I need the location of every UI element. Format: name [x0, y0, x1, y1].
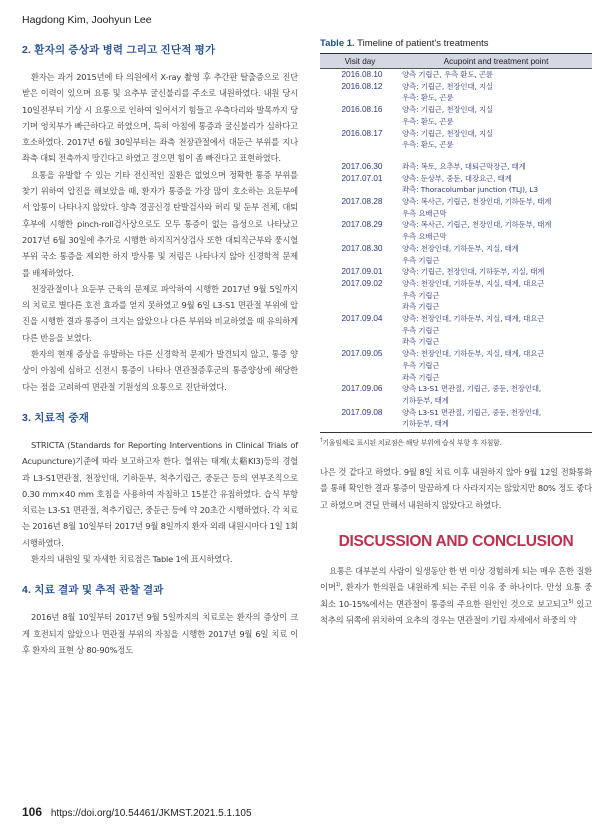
page-footer — [22, 805, 252, 819]
treatment-points — [400, 173, 592, 196]
table-row — [320, 69, 592, 81]
running-head: Hagdong Kim, Joohyun Lee — [22, 14, 152, 26]
treatment-line: 양측: 복사근, 기립근, 천장인대, 기하둔부, 태계 — [402, 220, 552, 230]
treatment-points — [400, 128, 592, 151]
section-2-body — [22, 69, 298, 395]
table-row — [320, 383, 592, 406]
table-title: Timeline of patient's treatments — [357, 38, 489, 49]
treatment-line: 우측: 환도, 곤륜 — [402, 140, 454, 150]
left-column — [22, 38, 298, 658]
treatment-line: 양측: 천장인대, 기하둔부, 지실, 태계, 대요근 — [402, 278, 545, 288]
footnote-text: 기울임체로 표시된 치료점은 해당 부위에 습식 부항 후 자침함. — [322, 439, 502, 448]
visit-date: 2016.08.12 — [341, 81, 383, 91]
visit-date: 2017.08.30 — [341, 243, 383, 253]
section-4-title: 4. 치료 결과 및 추적 관찰 결과 — [22, 584, 164, 597]
visit-date: 2017.09.06 — [341, 384, 383, 394]
treatment-line: 우측: 환도, 곤륜 — [402, 116, 454, 126]
treatment-line: 우측 요배근막 — [402, 208, 447, 218]
visit-date: 2017.09.04 — [341, 314, 383, 324]
treatment-points — [400, 219, 592, 242]
paragraph: 요통을 유발할 수 있는 기타 전신적인 질환은 없었으며 정확한 통증 부위를 찾기 위하여 압진을 해보았을 때, 환자가 통증을 가장 많이 호소하는 요둔부에서 압통이 나타나지 않았다. 양측 경골신경 탄발검사와 허리 및 둔부 전체, 대퇴 후부에 시행한 pinch-roll검사상으로도 모두 통증이 없는 음성으로 나타났고 2017년 6월 30일에 추가로 시행한 하지직거상검사 또한 대퇴직근부와 풍시혈 부위 국소 통증을 제외한 하지 방사통 및 저림은 나타나지 않아 신경학적 문제를 배제하였다. — [22, 169, 298, 278]
treatment-points — [400, 266, 592, 278]
treatment-line: 양측 기립근, 우측 환도, 곤륜 — [402, 70, 493, 79]
continuation-text — [320, 464, 592, 513]
treatment-line: 양측: 기립근, 천장인대, 지실 — [402, 105, 494, 115]
table-row — [320, 173, 592, 196]
visit-date: 2017.08.28 — [341, 197, 383, 207]
timeline-table — [320, 53, 592, 433]
treatment-points — [400, 81, 592, 104]
treatment-points — [400, 348, 592, 383]
visit-date: 2017.09.01 — [341, 267, 383, 277]
treatment-line: 기하둔부, 태계 — [402, 419, 449, 429]
treatment-line: 우측 기립근 — [402, 325, 440, 335]
section-2-title: 2. 환자의 증상과 병력 그리고 진단적 평가 — [22, 44, 216, 56]
treatment-line: 양측: 둔상부, 중둔, 대장요근, 태계 — [402, 173, 512, 183]
treatment-line: 양측: 천장인대, 기하둔부, 지실, 태계, 대요근 — [402, 349, 545, 359]
section-4-body — [22, 609, 298, 658]
treatment-points — [400, 69, 592, 81]
treatment-line: 기하둔부, 태계 — [402, 395, 449, 405]
citation: 1) — [335, 582, 341, 589]
visit-date: 2017.08.29 — [341, 220, 383, 230]
treatment-line: 좌측: 복토, 요추부, 대퇴근막장근, 태계 — [402, 161, 526, 171]
table-row — [320, 151, 592, 173]
visit-date: 2017.09.02 — [341, 278, 383, 288]
treatment-line: 양측: 기립근, 천장인대, 기하둔부, 지실, 태계 — [402, 267, 545, 277]
page-number: 106 — [22, 805, 43, 819]
table-row — [320, 219, 592, 242]
table-row — [320, 313, 592, 348]
treatment-points — [400, 196, 592, 219]
table-row — [320, 266, 592, 278]
table-row — [320, 243, 592, 266]
treatment-line: 우측 요배근막 — [402, 232, 447, 242]
section-3-title: 3. 치료적 중재 — [22, 411, 90, 424]
treatment-points — [400, 243, 592, 266]
treatment-points — [400, 151, 592, 173]
treatment-line: 우측: 환도, 곤륜 — [402, 93, 454, 103]
visit-date: 2017.09.05 — [341, 349, 383, 359]
treatment-points — [400, 278, 592, 313]
paragraph — [320, 563, 592, 628]
right-column — [320, 38, 592, 628]
paragraph: 환자는 과거 2015년에 타 의원에서 X-ray 촬영 후 추간판 탈출증으로 진단받은 이력이 있으며 요통 및 요추부 굴신불리를 주소로 내원하였다. 내원 당시 10일전부터 기상 시 요통으로 인하여 일어서기 힘들고 우측다리와 발목까지 당기며 엉치부가 빠근하다고 하였으며, 특히 아침에 통증과 굴신불리가 심하다고 호소하였다. 2017년 6월 30일부터는 좌측 천장관절에서 대둔근 부위를 지나 좌측 대퇴 전측까지 땅긴다고 하였고 걸으면 힘이 좀 빠진다고 표현하였다. — [22, 72, 298, 164]
table-caption — [320, 38, 592, 49]
treatment-line: 양측: 기립근, 천장인대, 지실 — [402, 81, 494, 91]
column-header-visit-day: Visit day — [320, 54, 400, 69]
table-footnote: †기울임체로 표시된 치료점은 해당 부위에 습식 부항 후 자침함. — [320, 437, 502, 448]
treatment-line: 우측 기립근 — [402, 360, 440, 370]
paragraph: 천장관절이나 요둔부 근육의 문제로 파악하여 시행한 2017년 9월 5일까지의 치료로 별다른 호전 효과를 얻지 못하였고 9월 6일 L3-S1 면관절 부위에 압진을 시행한 결과 통증이 크지는 않았으나 다른 부위와 비교하였을 때 유의하게 다른 반응을 보였다. — [22, 283, 298, 343]
treatment-line: 양측 L3-S1 면관절, 기립근, 중둔, 천장인대, — [402, 384, 542, 394]
table-row — [320, 196, 592, 219]
discussion-body — [320, 563, 592, 628]
section-3-body — [22, 437, 298, 567]
paragraph: STRICTA (Standards for Reporting Interventions in Clinical Trials of Acupuncture)기준에 따라 보고하고자 한다. 혈위는 태계(太谿KI3)등의 경혈과 L3-S1면관절, 천장인대, 기하둔부, 척추기립근, 중둔근 등의 연부조직으로 0.30 mm×40 mm 호침을 사용하여 자침하고 15분간 유침하였다. 습식 부항 치료는 L3-S1 면관절, 척추기립근, 중둔근 등에 약 20초간 시행하였다. 각 치료는 2016년 8월 10일부터 2017년 9월 8일까지 환자 외래 내원시마다 1일 1회 시행하였다. — [22, 439, 298, 548]
text-run: , 환자가 한의원을 내원하게 되는 주된 이유 중 하나이다. 만성 요통 중 최소 10-15%에서는 면관절이 통증의 주요한 원인인 것으로 보고되고 — [320, 582, 592, 609]
table-row — [320, 81, 592, 104]
treatment-points — [400, 383, 592, 406]
text-run: 있고 척추의 뒤쪽에 위치하여 요추의 경우는 면관절이 기립 자세에서 하중의 약 — [320, 598, 592, 625]
treatment-line: 좌측 기립근 — [402, 302, 440, 312]
table-label: Table 1. — [320, 38, 355, 49]
visit-date: 2016.08.10 — [341, 70, 383, 79]
discussion-heading: DISCUSSION AND CONCLUSION — [338, 532, 574, 550]
treatment-line: 양측: 복사근, 기립근, 천장인대, 기하둔부, 태계 — [402, 197, 552, 207]
treatment-line: 우측 기립근 — [402, 290, 440, 300]
treatment-line: 양측: 천장인대, 기하둔부, 지실, 태계 — [402, 243, 519, 253]
visit-date: 2017.07.01 — [341, 173, 383, 183]
paragraph: 나은 것 같다고 하였다. 9월 8일 치료 이후 내원하지 않아 9월 12일 전화통화를 통해 확인한 결과 통증이 말끔하게 다 사라지지는 않았지만 80% 정도 좋다고 하였으며 견딜 만해서 내원하지 않았다고 하였다. — [320, 467, 592, 510]
treatment-line: 좌측: Thoracolumbar junction (TLJ), L3 — [402, 185, 539, 195]
paragraph: 2016년 8월 10일부터 2017년 9월 5일까지의 치료로는 환자의 증상이 크게 호전되지 않았으나 면관절 부위의 자침을 시행한 2017년 9월 6일 치료 이후 환자의 표현 상 80-90%정도 — [22, 612, 298, 655]
treatment-line: 우측 기립근 — [402, 255, 440, 265]
table-row — [320, 278, 592, 313]
treatment-points — [400, 313, 592, 348]
treatment-line: 양측 L3-S1 면관절, 기립근, 중둔, 천장인대, — [402, 407, 542, 417]
visit-date: 2016.08.16 — [341, 105, 383, 115]
table-row — [320, 104, 592, 127]
table-row — [320, 407, 592, 433]
treatment-points — [400, 104, 592, 127]
paragraph: 환자의 내원일 및 자세한 치료점은 Table 1에 표시하였다. — [31, 554, 233, 565]
treatment-line: 양측: 천장인대, 기하둔부, 지실, 태계, 대요근 — [402, 314, 545, 324]
column-header-points: Acupoint and treatment point — [400, 54, 592, 69]
treatment-line: 양측: 기립근, 천장인대, 지실 — [402, 128, 494, 138]
citation: 5) — [568, 598, 574, 605]
visit-date: 2016.08.17 — [341, 128, 383, 138]
doi-link[interactable]: https://doi.org/10.54461/JKMST.2021.5.1.105 — [50, 808, 252, 819]
text-run: 요통은 대부분의 사람이 일생동안 한 번 이상 경험하게 되는 매우 흔한 질환이며 — [320, 565, 592, 593]
treatment-points — [400, 407, 592, 433]
treatment-line: 좌측 기립근 — [402, 337, 440, 347]
timeline-table-body — [320, 69, 592, 433]
visit-date: 2017.06.30 — [341, 161, 383, 171]
visit-date: 2017.09.08 — [320, 407, 400, 433]
table-row — [320, 348, 592, 383]
treatment-line: 좌측 기립근 — [402, 372, 440, 382]
table-row — [320, 128, 592, 151]
paragraph: 환자의 현재 증상을 유발하는 다른 신경학적 문제가 발견되지 않고, 통증 양상이 아침에 심하고 신전시 통증이 나타나 면관절증후군의 통증양상에 해당한다는 점을 고려하여 면관절 기원성의 요통으로 진단하였다. — [22, 349, 298, 392]
